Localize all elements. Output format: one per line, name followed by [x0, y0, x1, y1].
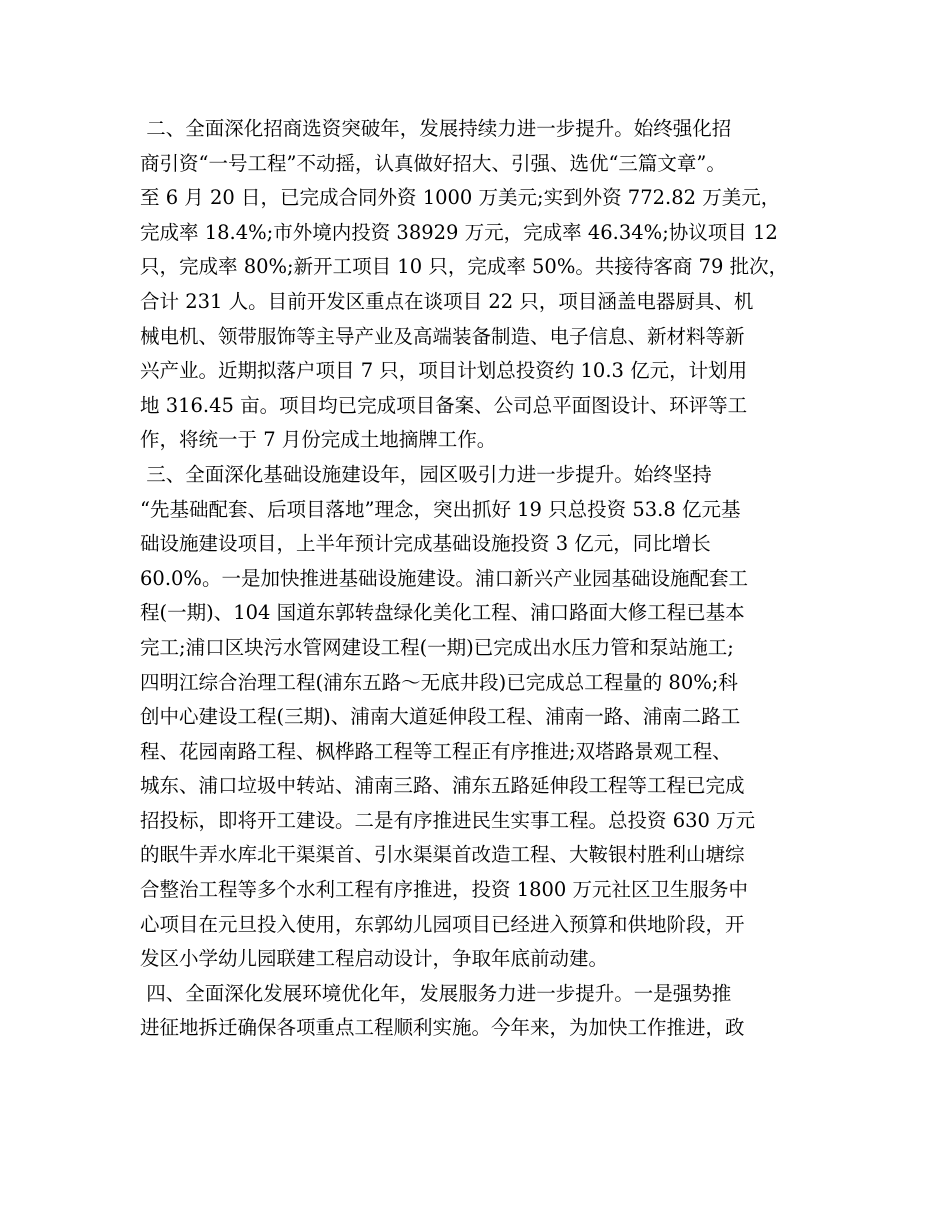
- text-line: 商引资“一号工程”不动摇，认真做好招大、引强、选优“三篇文章”。: [140, 151, 726, 175]
- text-line: 兴产业。近期拟落户项目 7 只，项目计划总投资约 10.3 亿元，计划用: [140, 359, 748, 383]
- text-line: 创中心建设工程(三期)、浦南大道延伸段工程、浦南一路、浦南二路工: [140, 705, 741, 729]
- text-line: 只，完成率 80%;新开工项目 10 只，完成率 50%。共接待客商 79 批次，: [140, 255, 789, 279]
- text-line: 程(一期)、104 国道东郭转盘绿化美化工程、浦口路面大修工程已基本: [140, 601, 745, 625]
- text-line: 进征地拆迁确保各项重点工程顺利实施。今年来，为加快工作推进，政: [140, 1016, 745, 1040]
- text-line: 械电机、领带服饰等主导产业及高端装备制造、电子信息、新材料等新: [140, 324, 745, 348]
- text-line: 地 316.45 亩。项目均已完成项目备案、公司总平面图设计、环评等工: [140, 393, 748, 417]
- text-line: 作，将统一于 7 月份完成土地摘牌工作。: [140, 428, 497, 452]
- text-line: 心项目在元旦投入使用，东郭幼儿园项目已经进入预算和供地阶段，开: [140, 912, 745, 936]
- text-line: 础设施建设项目，上半年预计完成基础设施投资 3 亿元，同比增长: [140, 532, 711, 556]
- text-line: 的眠牛弄水库北干渠渠首、引水渠渠首改造工程、大鞍银村胜利山塘综: [140, 843, 745, 867]
- text-line: 二、全面深化招商选资突破年，发展持续力进一步提升。始终强化招: [140, 117, 732, 140]
- text-line: 至 6 月 20 日，已完成合同外资 1000 万美元;实到外资 772.82 万美元，: [140, 186, 781, 210]
- text-line: 四、全面深化发展环境优化年，发展服务力进一步提升。一是强势推: [140, 981, 732, 1005]
- text-line: 60.0%。一是加快推进基础设施建设。浦口新兴产业园基础设施配套工: [140, 566, 748, 590]
- text-line: 完成率 18.4%;市外境内投资 38929 万元，完成率 46.34%;协议项目 12: [140, 220, 778, 244]
- text-line: 合计 231 人。目前开发区重点在谈项目 22 只，项目涵盖电器厨具、机: [140, 289, 754, 313]
- text-line: 三、全面深化基础设施建设年，园区吸引力进一步提升。始终坚持: [140, 462, 712, 486]
- document-body: [140, 112, 812, 1046]
- text-line: 合整治工程等多个水利工程有序推进，投资 1800 万元社区卫生服务中: [140, 878, 749, 902]
- text-line: 完工;浦口区块污水管网建设工程(一期)已完成出水压力管和泵站施工;: [140, 635, 734, 659]
- text-line: 城东、浦口垃圾中转站、浦南三路、浦东五路延伸段工程等工程已完成: [140, 774, 745, 798]
- text-line: “先基础配套、后项目落地”理念，突出抓好 19 只总投资 53.8 亿元基: [140, 497, 741, 521]
- text-line: 招投标，即将开工建设。二是有序推进民生实事工程。总投资 630 万元: [140, 808, 756, 832]
- text-line: 发区小学幼儿园联建工程启动设计，争取年底前动建。: [140, 947, 609, 971]
- text-line: 程、花园南路工程、枫桦路工程等工程正有序推进;双塔路景观工程、: [140, 739, 732, 763]
- text-line: 四明江综合治理工程(浦东五路～无底井段)已完成总工程量的 80%;科: [140, 670, 738, 694]
